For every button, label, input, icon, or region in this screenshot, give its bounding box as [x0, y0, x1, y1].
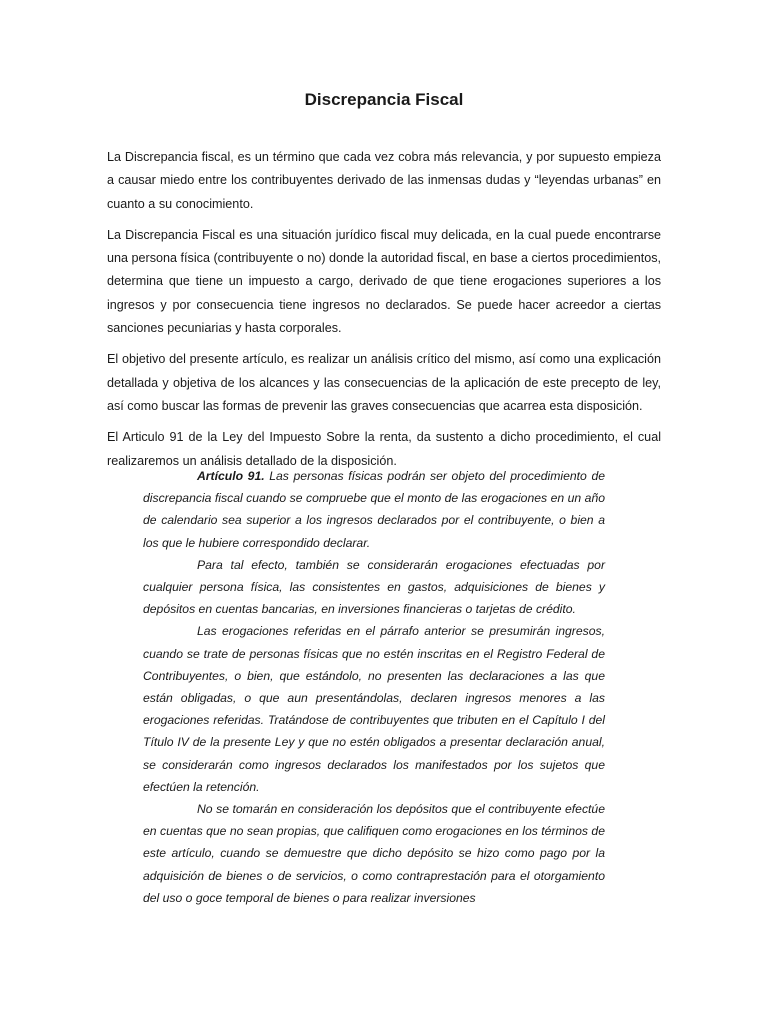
document-body — [107, 146, 661, 481]
article-number: Artículo 91. — [197, 469, 265, 483]
article-quote — [143, 465, 605, 909]
quote-paragraph: No se tomarán en consideración los depósitos que el contribuyente efectúe en cuentas que no sean propias, que califiquen como erogaciones en los términos de este artículo, cuando se demuestre que dicho depósito se hizo como pago por la adquisición de bienes o de servicios, o como contraprestación para el otorgamiento del uso o goce temporal de bienes o para realizar inversiones — [143, 802, 605, 905]
body-paragraph: La Discrepancia fiscal, es un término que cada vez cobra más relevancia, y por supuesto empieza a causar miedo entre los contribuyentes derivado de las inmensas dudas y “leyendas urbanas” en cuanto a su conocimiento. — [107, 150, 661, 211]
body-paragraph: El objetivo del presente artículo, es realizar un análisis crítico del mismo, así como una explicación detallada y objetiva de los alcances y las consecuencias de la aplicación de este precepto de ley, así como buscar las formas de prevenir las graves consecuencias que acarrea esta disposición. — [107, 352, 661, 413]
body-paragraph: La Discrepancia Fiscal es una situación jurídico fiscal muy delicada, en la cual puede encontrarse una persona física (contribuyente o no) donde la autoridad fiscal, en base a ciertos procedimientos, determina que tiene un impuesto a cargo, derivado de que tiene erogaciones superiores a los ingresos y por consecuencia tiene ingresos no declarados. Se puede hacer acreedor a ciertas sanciones pecuniarias y hasta corporales. — [107, 227, 661, 336]
body-paragraph: El Articulo 91 de la Ley del Impuesto Sobre la renta, da sustento a dicho procedimiento, el cual realizaremos un análisis detallado de la disposición. — [107, 430, 661, 468]
quote-paragraph: Para tal efecto, también se considerarán erogaciones efectuadas por cualquier persona física, las consistentes en gastos, adquisiciones de bienes y depósitos en cuentas bancarias, en inversiones financieras o tarjetas de crédito. — [143, 557, 605, 617]
quote-paragraph — [143, 465, 605, 554]
quote-paragraph: Las erogaciones referidas en el párrafo anterior se presumirán ingresos, cuando se trate de personas físicas que no estén inscritas en el Registro Federal de Contribuyentes, o bien, que estándolo, no presenten las declaraciones a las que están obligadas, o que aun presentándolas, declaren ingresos menores a las erogaciones referidas. Tratándose de contribuyentes que tributen en el Capítulo I del Título IV de la presente Ley y que no estén obligados a presentar declaración anual, se considerarán como ingresos declarados los manifestados por los sujetos que efectúen la retención. — [143, 624, 605, 794]
quote-first-text: Las personas físicas podrán ser objeto del procedimiento de discrepancia fiscal cuando se compruebe que el monto de las erogaciones en un año de calendario sea superior a los ingresos declarados por el contribuyente, o bien a los que le hubiere correspondido declarar. — [143, 469, 605, 550]
document-title: Discrepancia Fiscal — [304, 90, 464, 109]
